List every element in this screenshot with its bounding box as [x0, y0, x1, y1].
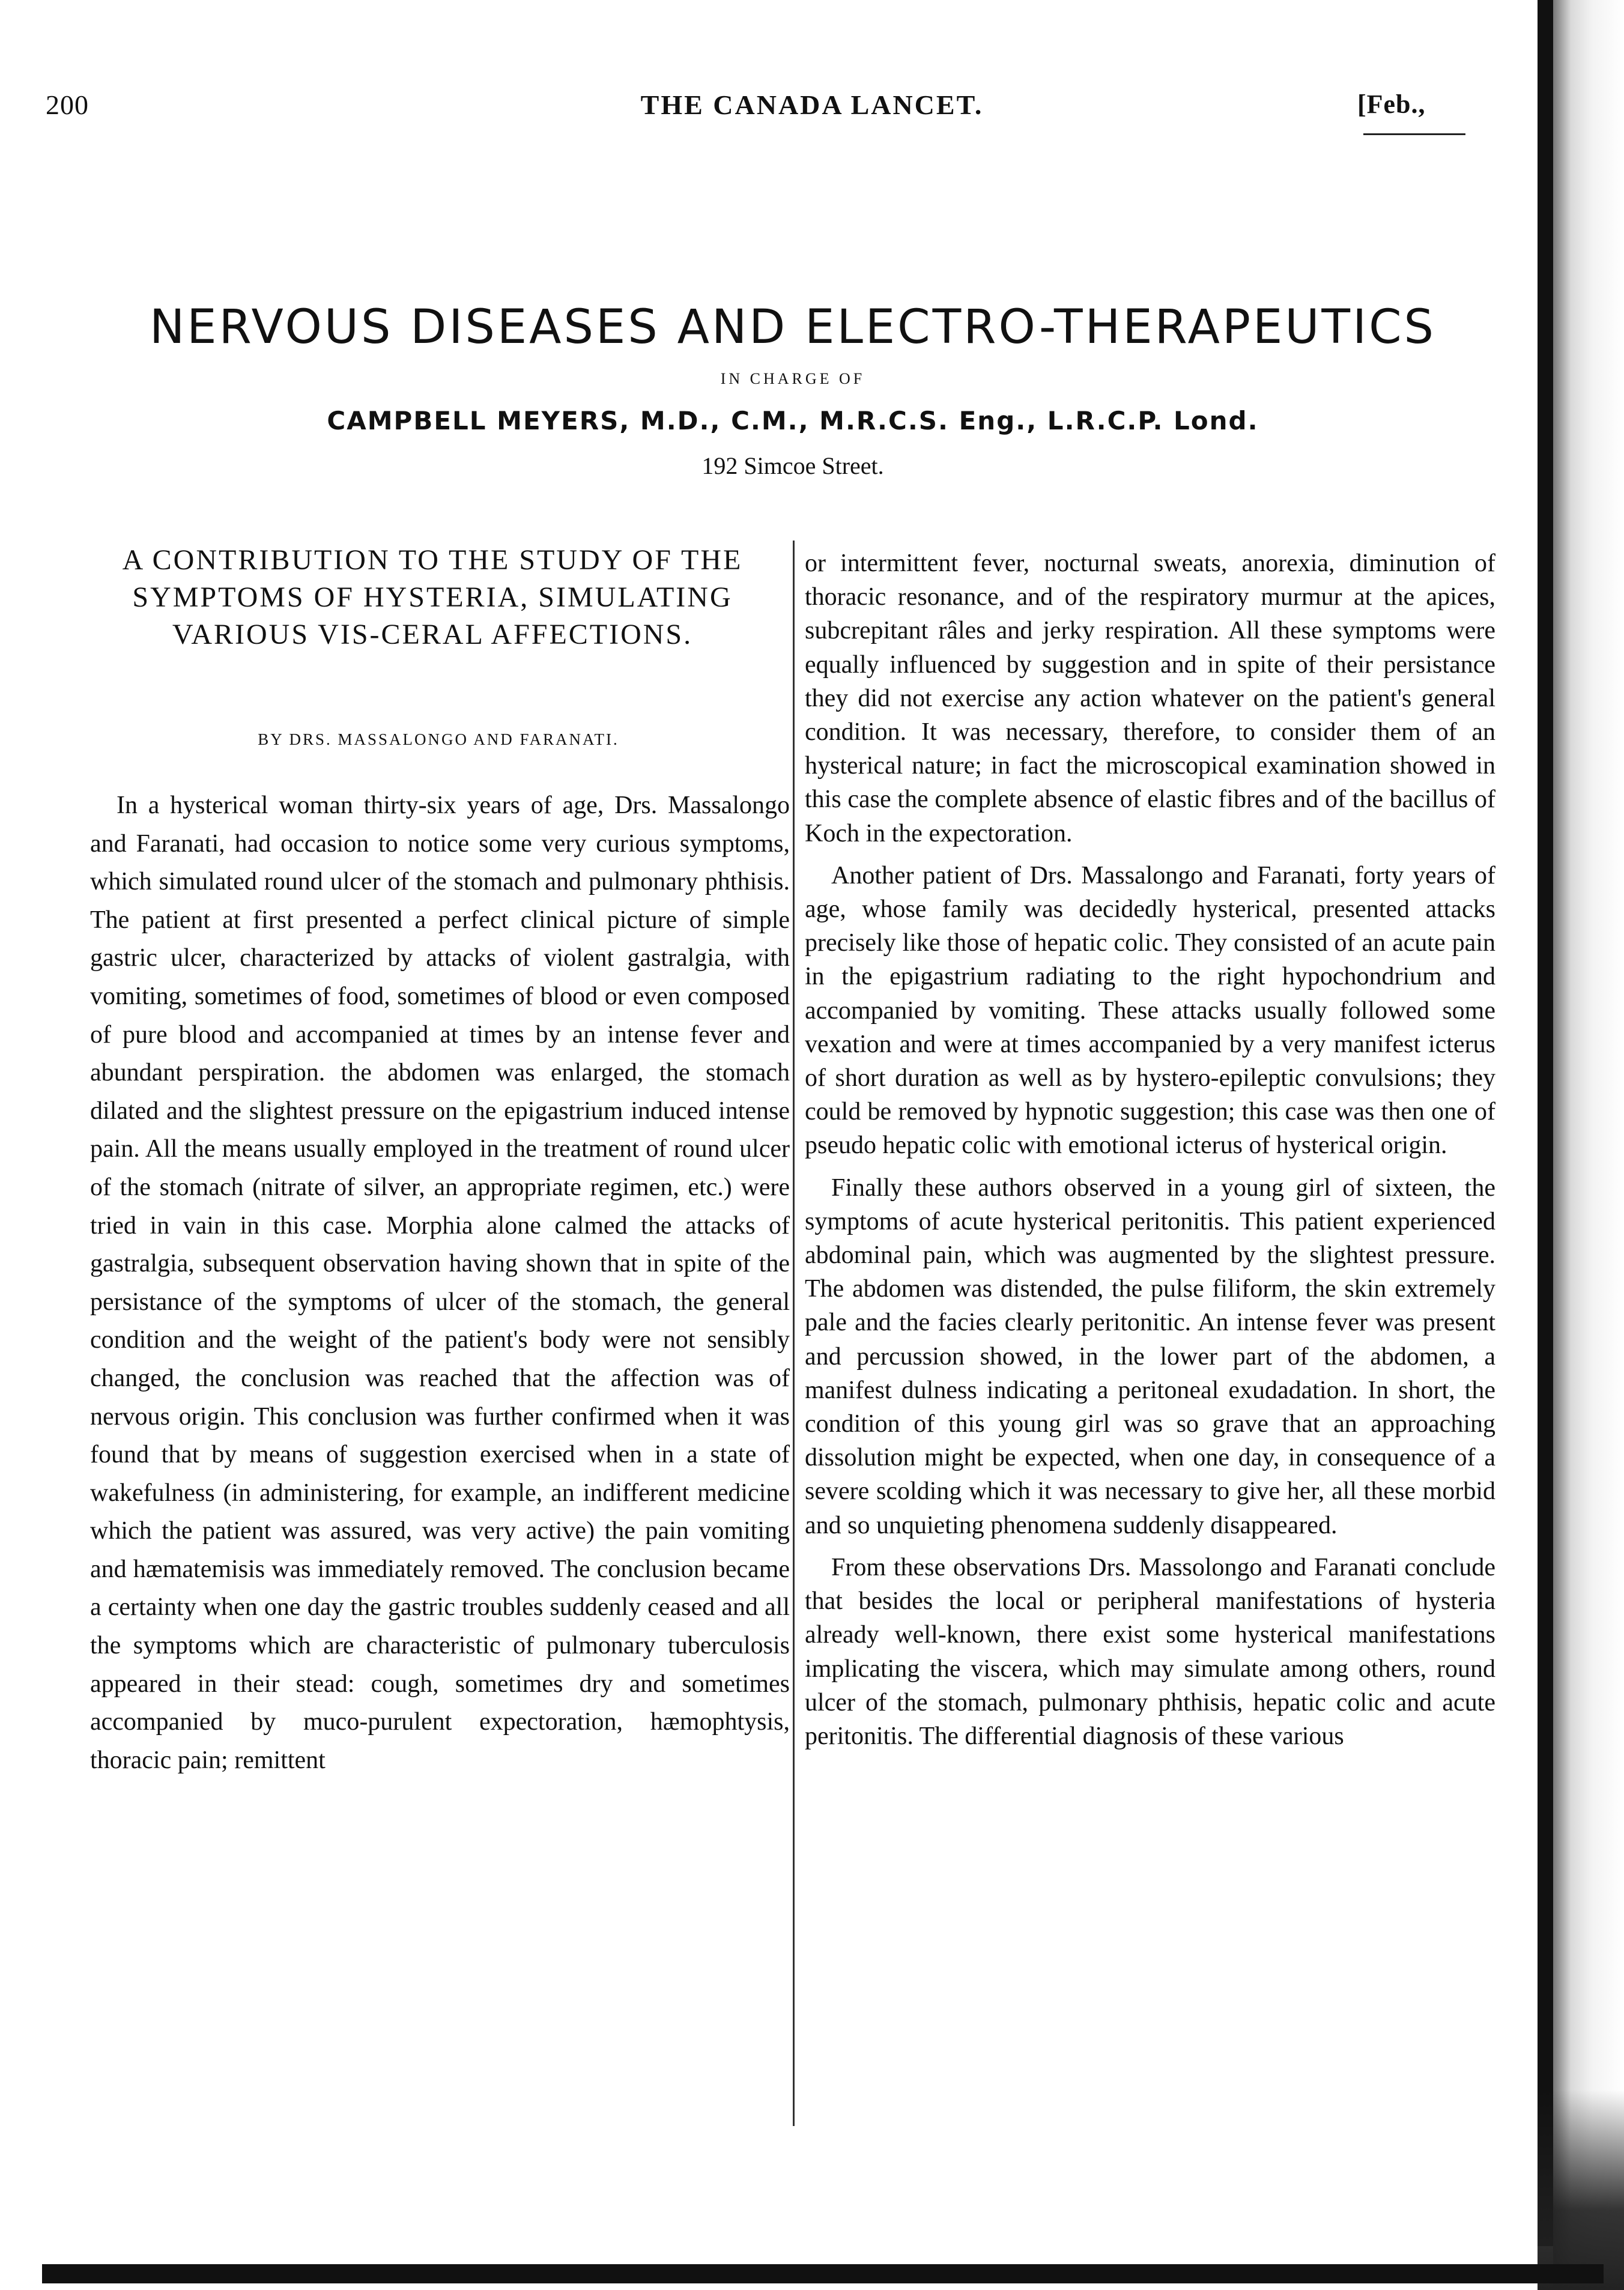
- department-title: NERVOUS DISEASES AND ELECTRO-THERAPEUTICS: [149, 300, 1437, 354]
- page-number: 200: [46, 89, 89, 120]
- header-rule: [1363, 133, 1465, 135]
- bottom-edge-shadow: [42, 2264, 1604, 2283]
- page-corner-shadow: [1538, 2090, 1624, 2290]
- running-head-month: [Feb.,: [1357, 89, 1426, 119]
- binding-edge-shadow: [1538, 0, 1553, 2246]
- article-title: A CONTRIBUTION TO THE STUDY OF THE SYMPTOMS OF HYSTERIA, SIMULATING VARIOUS VIS-CERAL AFFECTIONS.: [122, 544, 743, 650]
- department-in-charge-label: IN CHARGE OF: [720, 370, 865, 387]
- running-head-journal-title: THE CANADA LANCET.: [640, 89, 984, 120]
- column-divider: [793, 541, 795, 2126]
- left-column: [90, 787, 790, 1780]
- article-byline: BY DRS. MASSALONGO AND FARANATI.: [258, 730, 619, 748]
- page-edge-gradient: [1553, 0, 1624, 2290]
- paragraph-2: Another patient of Drs. Massalongo and Faranati, forty years of age, whose family was decidedly hysterical, presented attacks precisely like those of hepatic colic. They consisted of an acute pain in the epigastrium radiating to the right hypochondrium and accompanied by vomiting. These attacks usually followed some vexation and were at times accompanied by a very manifest icterus of short duration as well as by hystero-epileptic convulsions; they could be removed by hypnotic suggestion; this case was then one of pseudo hepatic colic with emotional icterus of hysterical origin.: [805, 861, 1495, 1160]
- paragraph-1-part-1: In a hysterical woman thirty-six years of age, Drs. Massalongo and Faranati, had occasion to notice some very curious symptoms, which simulated round ulcer of the stomach and pulmonary phthisis. The patient at first presented a perfect clinical picture of simple gastric ulcer, characterized by attacks of violent gastralgia, with vomiting, sometimes of food, sometimes of blood or even composed of pure blood and accompanied at times by an intense fever and abundant perspiration. the abdomen was enlarged, the stomach dilated and the slightest pressure on the epigastrium induced intense pain. All the means usually employed in the treatment of round ulcer of the stomach (nitrate of silver, an appropriate regimen, etc.) were tried in vain in this case. Morphia alone calmed the attacks of gastralgia, subsequent observation having shown that in spite of the persistance of the symptoms of ulcer of the stomach, the general condition and the weight of the patient's body were not sensibly changed, the conclusion was reached that the affection was of nervous origin. This conclusion was further confirmed when it was found that by means of suggestion exercised when in a state of wakefulness (in administering, for example, an indifferent medicine which the patient was assured, was very active) the pain vomiting and hæmatemisis was immediately removed. The conclusion became a certainty when one day the gastric troubles suddenly ceased and all the symptoms which are characteristic of pulmonary tuberculosis appeared in their stead: cough, sometimes dry and sometimes accompanied by muco-purulent expectoration, hæmophtysis, thoracic pain; remittent: [90, 792, 790, 1774]
- right-column: [805, 547, 1495, 1753]
- department-editor: CAMPBELL MEYERS, M.D., C.M., M.R.C.S. Eng., L.R.C.P. Lond.: [327, 406, 1259, 435]
- paragraph-3: Finally these authors observed in a young girl of sixteen, the symptoms of acute hysterical peritonitis. This patient experienced abdominal pain, which was augmented by the slightest pressure. The abdomen was distended, the pulse filiform, the skin extremely pale and the facies clearly peritonitic. An intense fever was present and percussion showed, in the lower part of the abdomen, a manifest dulness indicating a peritoneal exudadation. In short, the condition of this young girl was so grave that an approaching dissolution might be expected, when one day, in consequence of a severe scolding which it was necessary to give her, all these morbid and so unquieting phenomena suddenly disappeared.: [805, 1174, 1495, 1539]
- paragraph-1-continuation: or intermittent fever, nocturnal sweats, anorexia, diminution of thoracic resonance, and of the respiratory murmur at the apices, subcrepitant râles and jerky respiration. All these symptoms were equally influenced by suggestion and in spite of their persistance they did not exercise any action whatever on the patient's general condition. It was necessary, therefore, to consider them of an hysterical nature; in fact the microscopical examination showed in this case the complete absence of elastic fibres and of the bacillus of Koch in the expectoration.: [805, 550, 1495, 847]
- paragraph-4: From these observations Drs. Massolongo and Faranati conclude that besides the local or peripheral manifestations of hysteria already well-known, there exist some hysterical manifestations implicating the viscera, which may simulate among others, round ulcer of the stomach, pulmonary phthisis, hepatic colic and acute peritonitis. The differential diagnosis of these various: [805, 1553, 1495, 1750]
- department-address: 192 Simcoe Street.: [701, 452, 884, 479]
